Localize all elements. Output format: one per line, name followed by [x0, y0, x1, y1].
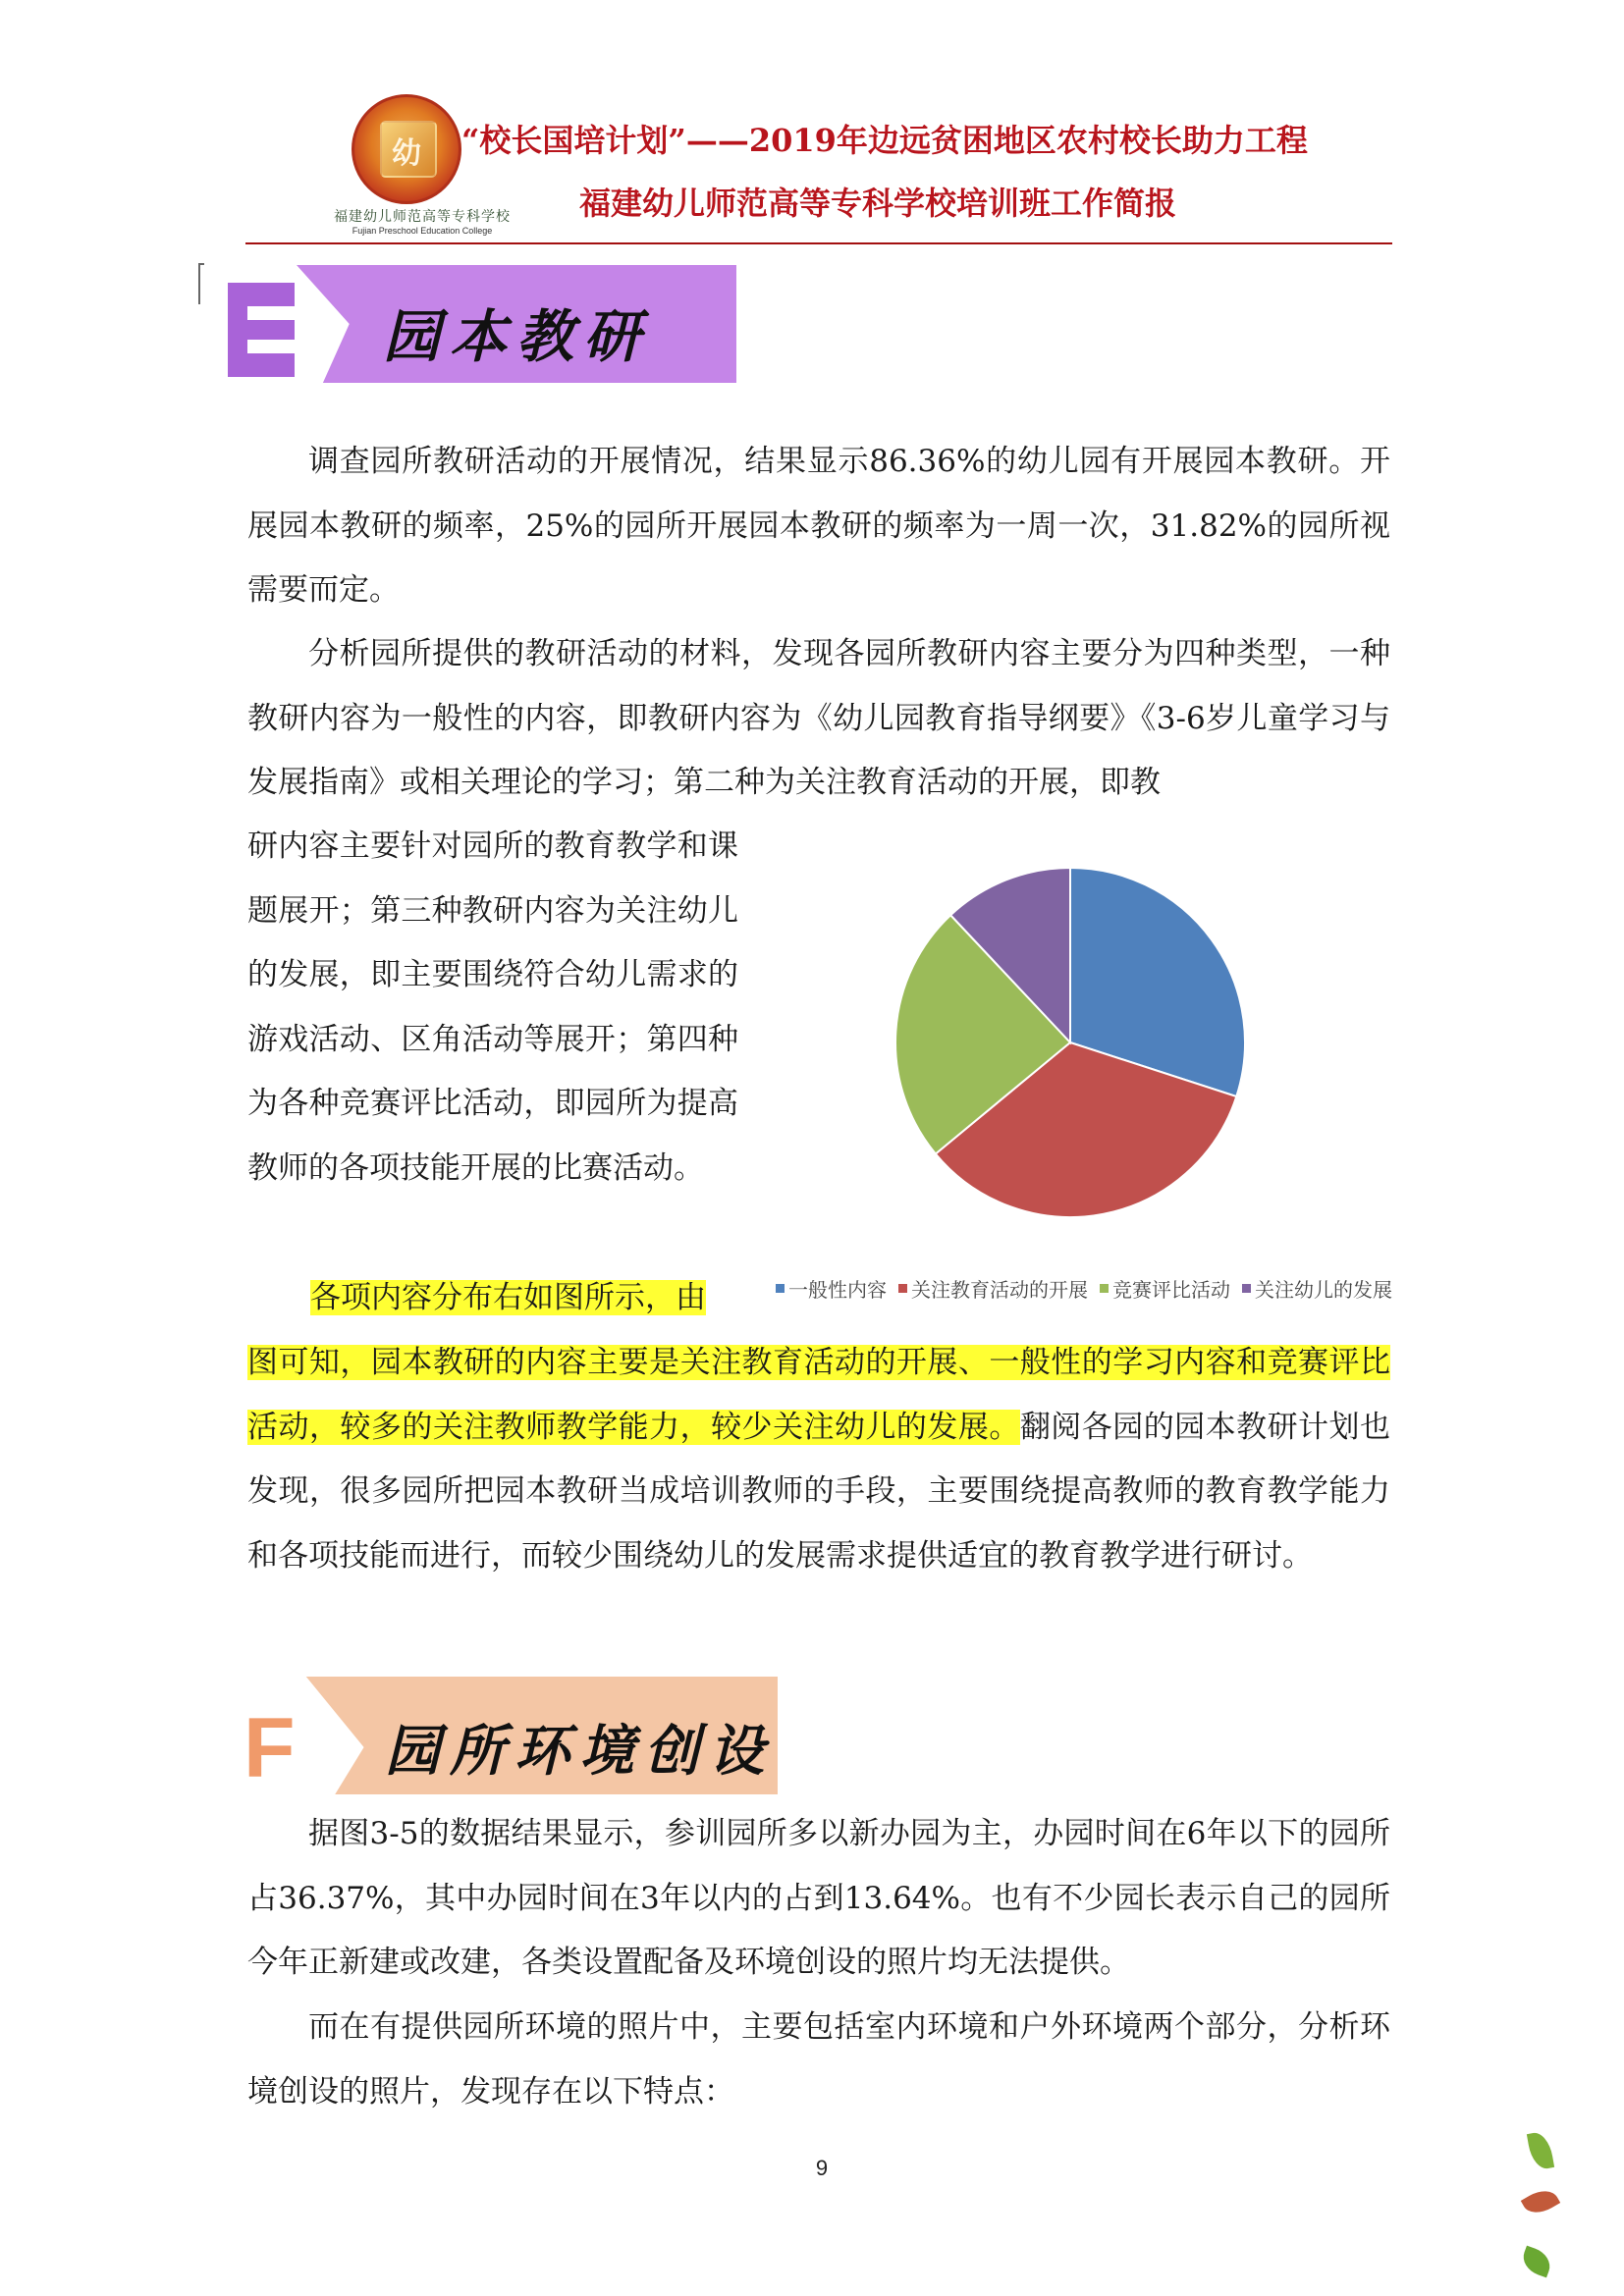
- legend-swatch: [776, 1284, 785, 1293]
- legend-item: [776, 1274, 887, 1303]
- legend-label: 关注幼儿的发展: [1255, 1280, 1392, 1302]
- header-divider: [245, 242, 1392, 244]
- page-number: 9: [815, 2156, 829, 2180]
- paragraph-1: 调查园所教研活动的开展情况，结果显示86.36%的幼儿园有开展园本教研。开展园本教研的频率，25%的园所开展园本教研的频率为一周一次，31.82%的园所视需要而定。: [247, 444, 1390, 608]
- legend-swatch: [1100, 1284, 1109, 1293]
- legend-swatch: [898, 1284, 907, 1293]
- section-e-title: 园本教研: [383, 303, 651, 370]
- paragraph-4: 据图3-5的数据结果显示，参训园所多以新办园为主，办园时间在6年以下的园所占36.37%，其中办园时间在3年以内的占到13.64%。也有不少园长表示自己的园所今年正新建或改建，各类设置配备及环境创设的照片均无法提供。: [247, 1816, 1390, 1980]
- paragraph-5: 而在有提供园所环境的照片中，主要包括室内环境和户外环境两个部分，分析环境创设的照片，发现存在以下特点：: [247, 2009, 1390, 2109]
- section-f-letter: F: [244, 1701, 296, 1795]
- paragraph-text: 翻阅各园的园本教研计划也发现，很多园所把园本教研当成培训教师的手段，主要围绕提高教师的教育教学能力和各项技能而进行，而较少围绕幼儿的发展需求提供适宜的教育教学进行研讨。: [247, 1409, 1391, 1574]
- logo-emblem-icon: 幼: [380, 121, 437, 178]
- college-name-cn: 福建幼儿师范高等专科学校: [334, 209, 511, 225]
- highlighted-text: 各项内容分布右如图所示，由: [310, 1280, 706, 1315]
- section-e-banner: [226, 263, 736, 385]
- pie-chart-svg: [756, 825, 1394, 1266]
- paragraph-3-rest: [247, 1331, 1390, 1588]
- section-f-banner: [218, 1677, 778, 1796]
- college-name-en: Fujian Preschool Education College: [352, 226, 493, 236]
- highlighted-text: 图可知，园本教研的内容主要是关注教育活动的开展、一般性的学习内容和竞赛评比活动，较多的关注教师教学能力，较少关注幼儿的发展。: [247, 1345, 1390, 1445]
- chart-legend: [776, 1274, 1404, 1303]
- paragraph-2-full-width: 分析园所提供的教研活动的材料，发现各园所教研内容主要分为四种类型，一种教研内容为一般性的内容，即教研内容为《幼儿园教育指导纲要》《3-6岁儿童学习与发展指南》或相关理论的学习；第二种为关注教育活动的开展，即教: [247, 636, 1390, 800]
- paragraph-2-wrapped: 研内容主要针对园所的教育教学和课题展开；第三种教研内容为关注幼儿的发展，即主要围绕符合幼儿需求的游戏活动、区角活动等展开；第四种为各种竞赛评比活动，即园所为提高教师的各项技能开展的比赛活动。: [247, 828, 738, 1186]
- header-title-line1: “校长国培计划”——2019年边远贫困地区农村校长助力工程: [461, 122, 1308, 159]
- legend-item: [898, 1274, 1088, 1303]
- college-logo: [352, 94, 461, 204]
- section-f-title: 园所环境创设: [385, 1719, 774, 1784]
- legend-label: 一般性内容: [788, 1280, 887, 1302]
- leaf-decoration-icon: [1527, 2130, 1554, 2170]
- leaf-decoration-icon: [1519, 2246, 1554, 2278]
- corner-mark: [198, 263, 204, 304]
- pie-chart: [756, 825, 1394, 1325]
- legend-label: 关注教育活动的开展: [911, 1280, 1088, 1302]
- legend-label: 竞赛评比活动: [1112, 1280, 1230, 1302]
- leaf-decoration-icon: [1521, 2184, 1560, 2219]
- legend-item: [1242, 1274, 1392, 1303]
- legend-item: [1100, 1274, 1230, 1303]
- paragraph-3-start: [310, 1266, 742, 1331]
- legend-swatch: [1242, 1284, 1251, 1293]
- header-title-line2: 福建幼儿师范高等专科学校培训班工作简报: [579, 185, 1177, 222]
- page-header: [245, 88, 1389, 245]
- section-e-letter-mark: [228, 283, 295, 377]
